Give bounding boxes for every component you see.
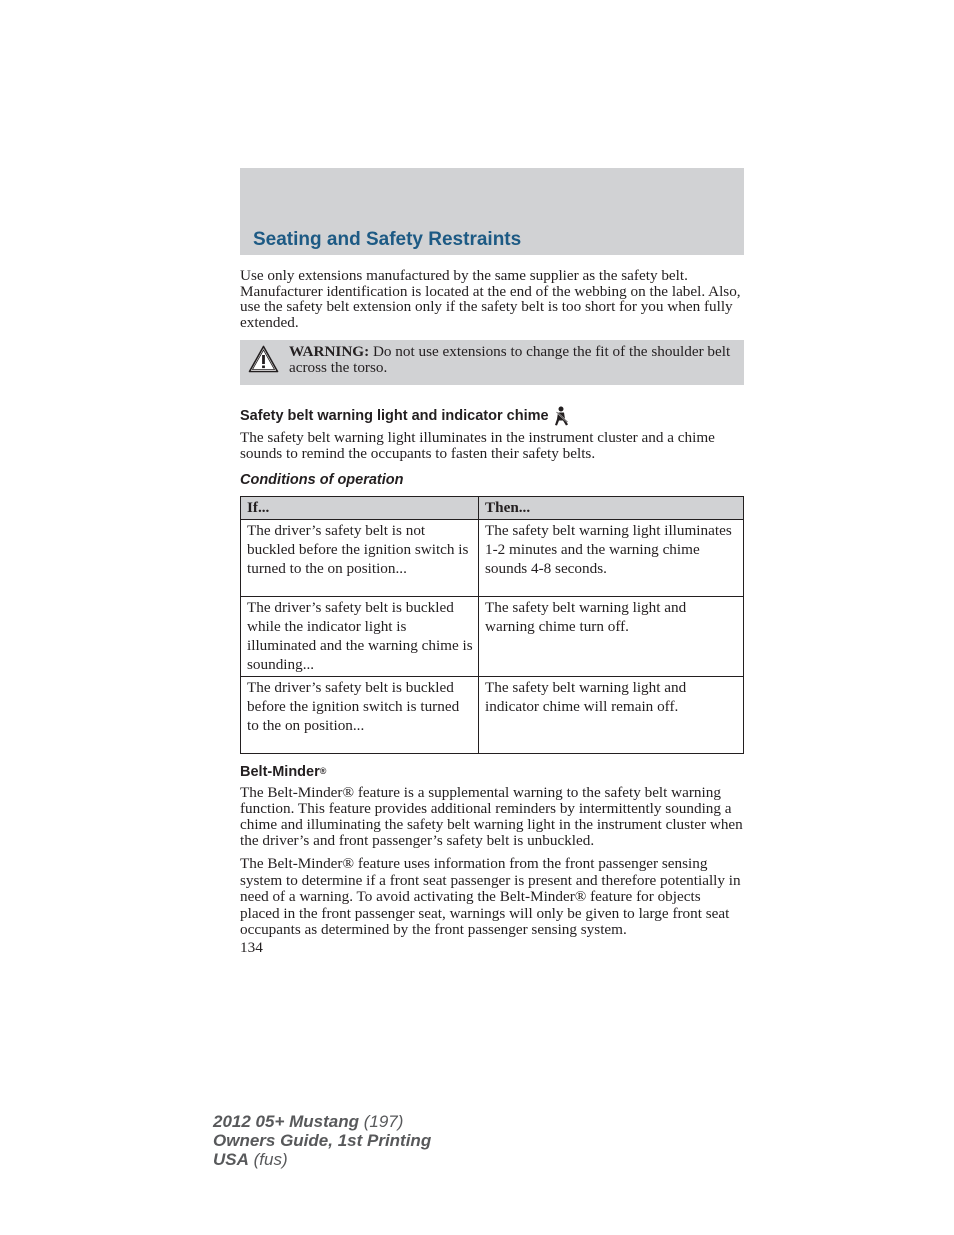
footer-market-code: (fus) (248, 1150, 288, 1169)
table-row (241, 676, 744, 753)
footer-edition: Owners Guide, 1st Printing (213, 1131, 432, 1150)
section-title: Seating and Safety Restraints (253, 229, 522, 250)
warning-box (240, 340, 744, 385)
table-header-row (241, 496, 744, 519)
belt-minder-paragraph-1: The Belt-Minder® feature is a supplemental warning to the safety belt warning function. This feature provides additional reminders by intermittently sounding a chime and illuminating the safety belt warning light in the instrument cluster when the driver’s and front passenger’s safety belt is unbuckled. (240, 783, 743, 850)
safety-belt-heading (240, 406, 744, 426)
intro-paragraph: Use only extensions manufactured by the same supplier as the safety belt. Manufacturer identification is located at the end of the webbing on the label. Also, use the safety belt extension only if the safety belt is too short for you when fully extended. (240, 267, 741, 331)
safety-belt-paragraph: The safety belt warning light illuminates in the instrument cluster and a chime sounds to remind the occupants to fasten their safety belts. (240, 429, 715, 462)
registered-mark: ® (319, 765, 327, 776)
table-cell-then: The safety belt warning light and warning chime turn off. (479, 596, 744, 676)
table-cell-if: The driver’s safety belt is buckled while the indicator light is illuminated and the warning chime is sounding... (241, 596, 479, 676)
belt-minder-heading-text: Belt-Minder (240, 763, 320, 780)
footer-line-3 (213, 1150, 431, 1169)
footer-line-1 (213, 1112, 431, 1131)
table-row (241, 519, 744, 596)
table-cell-then: The safety belt warning light and indicator chime will remain off. (479, 676, 744, 753)
table-cell-if: The driver’s safety belt is not buckled before the ignition switch is turned to the on position... (241, 519, 479, 596)
warning-text (289, 344, 734, 375)
warning-triangle-icon (248, 345, 279, 373)
footer-model-code: (197) (359, 1112, 404, 1131)
column-header-if: If... (241, 496, 479, 519)
footer-model: 2012 05+ Mustang (213, 1112, 359, 1131)
conditions-table (240, 496, 744, 754)
warning-label: WARNING: (289, 343, 370, 361)
document-footer (213, 1112, 431, 1169)
conditions-heading: Conditions of operation (240, 471, 404, 488)
table-cell-if: The driver’s safety belt is buckled before the ignition switch is turned to the on position... (241, 676, 479, 753)
belt-minder-heading (240, 763, 744, 781)
table-row (241, 596, 744, 676)
warning-message: Do not use extensions to change the fit of the shoulder belt across the torso. (289, 343, 731, 376)
seatbelt-icon (554, 406, 570, 426)
table-cell-then: The safety belt warning light illuminates 1-2 minutes and the warning chime sounds 4-8 seconds. (479, 519, 744, 596)
column-header-then: Then... (479, 496, 744, 519)
page-content (240, 268, 744, 956)
safety-belt-heading-text: Safety belt warning light and indicator chime (240, 408, 549, 425)
footer-market: USA (213, 1150, 249, 1169)
page-number: 134 (240, 939, 263, 957)
belt-minder-paragraph-2: The Belt-Minder® feature uses information from the front passenger sensing system to determine if a front seat passenger is present and therefore potentially in need of a warning. To avoid activating the Belt-Minder® feature for objects placed in the front passenger seat, warnings will only be given to large front seat occupants as determined by the front passenger sensing system. (240, 855, 741, 938)
section-header-band (240, 168, 744, 255)
footer-line-2 (213, 1131, 431, 1150)
